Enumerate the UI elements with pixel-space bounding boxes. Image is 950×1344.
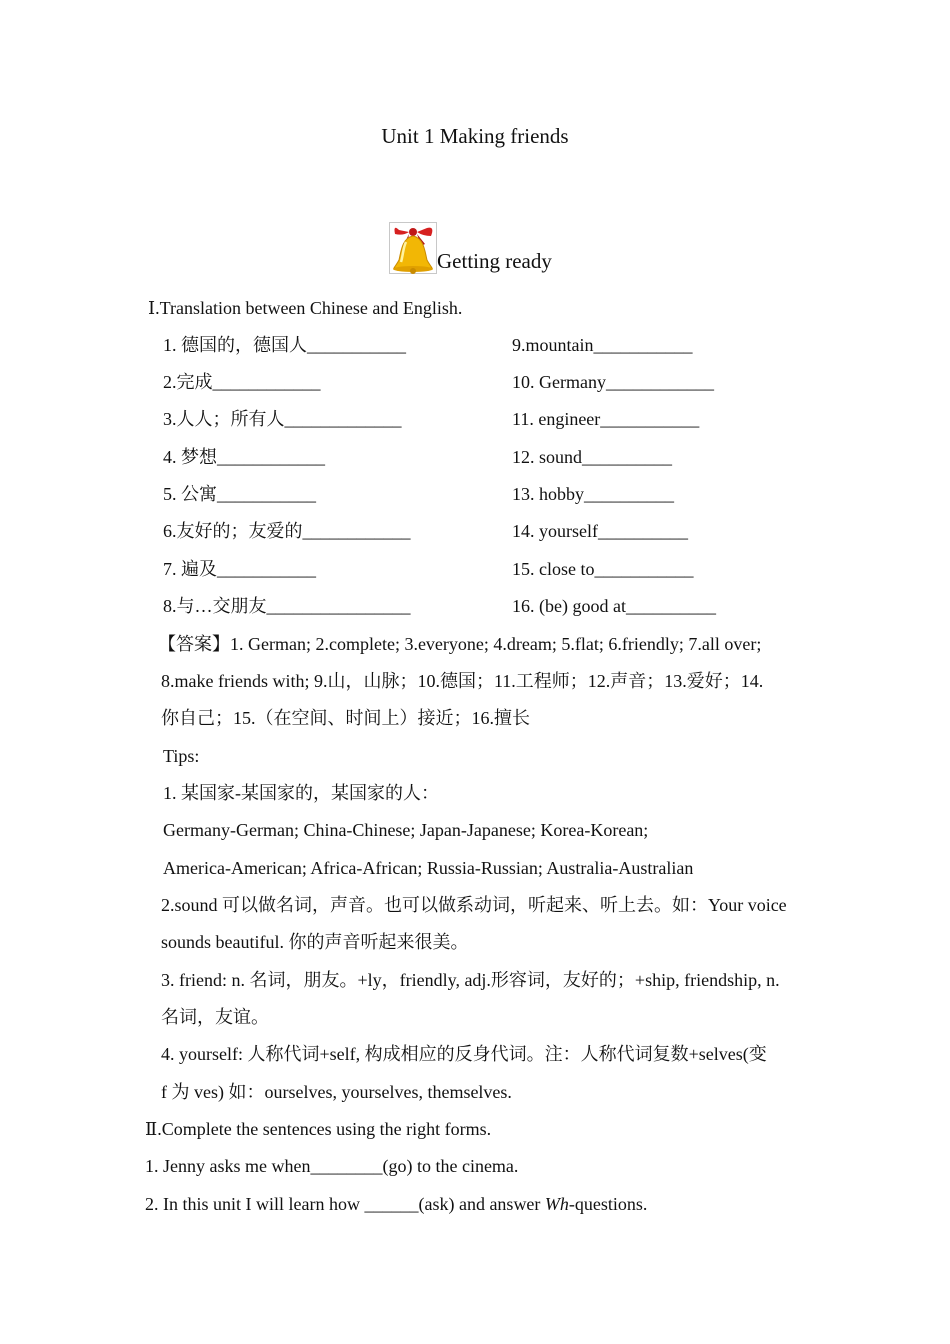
- tip-line: America-American; Africa-African; Russia-Russian; Australia-Australian: [163, 858, 694, 878]
- exercise-item: 3.人人；所有人_____________: [163, 409, 402, 429]
- answer-line: 你自己；15.（在空间、时间上）接近；16.擅长: [161, 708, 530, 728]
- tip-line: 3. friend: n. 名词，朋友。+ly，friendly, adj.形容词，友好的；+ship, friendship, n.: [161, 970, 780, 990]
- part1-heading: Ⅰ.Translation between Chinese and English.: [148, 298, 463, 318]
- section-heading: Getting ready: [437, 249, 552, 273]
- exercise-item: 4. 梦想____________: [163, 447, 325, 467]
- exercise-item: 8.与…交朋友________________: [163, 596, 411, 616]
- exercise-item: 10. Germany____________: [512, 372, 714, 392]
- question-1: 1. Jenny asks me when________(go) to the cinema.: [145, 1156, 519, 1176]
- exercise-item: 15. close to___________: [512, 559, 694, 579]
- exercise-item: 11. engineer___________: [512, 409, 700, 429]
- exercise-item: 6.友好的；友爱的____________: [163, 521, 411, 541]
- question-2: [145, 1192, 647, 1216]
- exercise-item: 16. (be) good at__________: [512, 596, 716, 616]
- tip-line: 2.sound 可以做名词，声音。也可以做系动词，听起来、听上去。如：Your voice: [161, 895, 787, 915]
- tip-line: sounds beautiful. 你的声音听起来很美。: [161, 932, 469, 952]
- tip-line: 4. yourself: 人称代词+self, 构成相应的反身代词。注：人称代词复数+selves(变: [161, 1044, 767, 1064]
- part2-heading: Ⅱ.Complete the sentences using the right forms.: [145, 1119, 492, 1139]
- tip-line: Germany-German; China-Chinese; Japan-Japanese; Korea-Korean;: [163, 820, 649, 840]
- tip-line: 1. 某国家-某国家的，某国家的人：: [163, 783, 439, 803]
- question-2-suffix: -questions.: [568, 1194, 648, 1214]
- exercise-item: 13. hobby__________: [512, 484, 674, 504]
- answer-line: 【答案】1. German; 2.complete; 3.everyone; 4.dream; 5.flat; 6.friendly; 7.all over;: [158, 634, 762, 654]
- exercise-item: 7. 遍及___________: [163, 559, 316, 579]
- exercise-item: 2.完成____________: [163, 372, 321, 392]
- exercise-item: 1. 德国的，德国人___________: [163, 335, 406, 355]
- question-2-text: 2. In this unit I will learn how ______(ask) and answer: [145, 1194, 545, 1214]
- page-title: Unit 1 Making friends: [381, 124, 569, 148]
- question-2-italic: Wh: [544, 1194, 569, 1214]
- tips-label: Tips:: [163, 746, 200, 766]
- exercise-item: 5. 公寓___________: [163, 484, 316, 504]
- exercise-item: 9.mountain___________: [512, 335, 693, 355]
- bell-icon: [389, 222, 437, 274]
- tip-line: f 为 ves) 如：ourselves, yourselves, themselves.: [161, 1082, 512, 1102]
- exercise-item: 12. sound__________: [512, 447, 673, 467]
- exercise-item: 14. yourself__________: [512, 521, 688, 541]
- answer-line: 8.make friends with; 9.山，山脉；10.德国；11.工程师；12.声音；13.爱好；14.: [161, 671, 764, 691]
- tip-line: 名词，友谊。: [161, 1007, 269, 1027]
